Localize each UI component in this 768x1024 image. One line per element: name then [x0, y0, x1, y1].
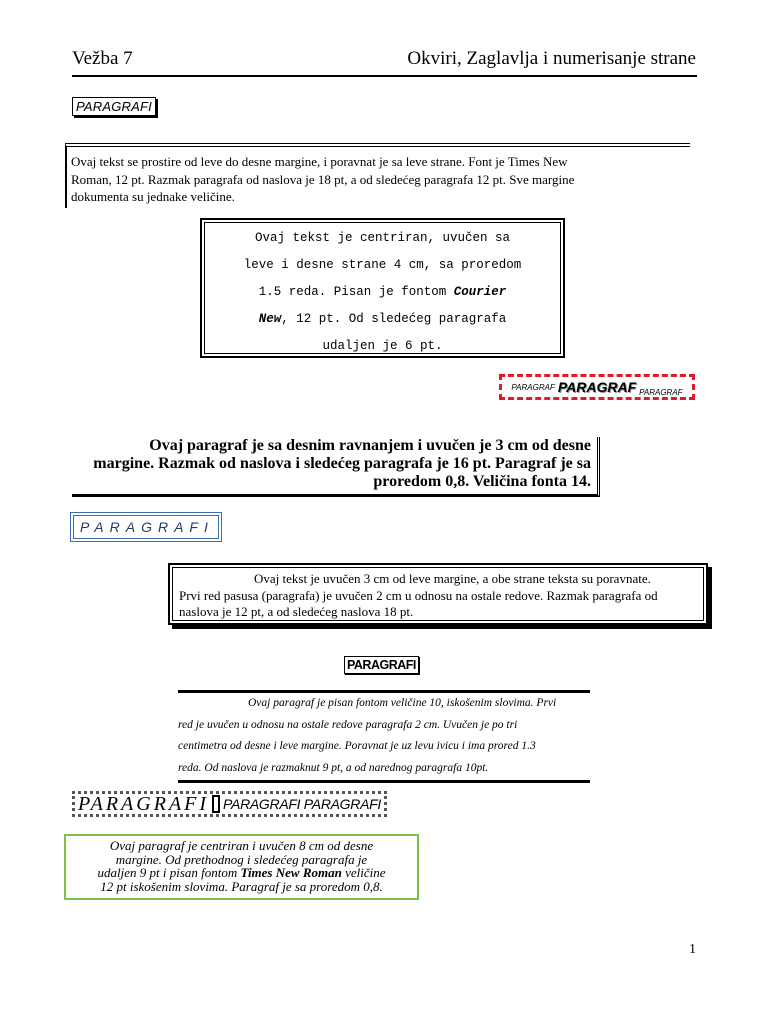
section2-courier-box [200, 218, 565, 358]
section6-paragraph [64, 834, 419, 900]
paragraph-line: centimetra od desne i leve margine. Poravnat je uz levu ivicu i ima prored 1.3 [178, 740, 536, 752]
heading-small-text: PARAGRAFI PARAGRAFI [223, 796, 381, 812]
paragraph-line [66, 866, 417, 880]
section4-box [168, 563, 708, 625]
heading-small-text: PARAGRAF [511, 382, 555, 392]
font-name-new: New [258, 312, 282, 326]
paragraph-line: Prvi red pasusa (paragrafa) je uvučen 2 cm u odnosu na ostale redove. Razmak paragrafa od [179, 587, 658, 603]
section1-paragraph [65, 143, 690, 208]
paragraph-line: Ovaj paragraf je pisan fontom veličine 10, iskošenim slovima. Prvi [248, 697, 557, 709]
section6-heading [72, 791, 387, 817]
section5-heading: PARAGRAFI [344, 656, 419, 674]
font-name-courier: Courier [453, 285, 507, 299]
paragraph-line: proredom 0,8. Veličina fonta 14. [373, 473, 591, 490]
paragraph-line [205, 279, 560, 306]
paragraph-line: leve i desne strane 4 cm, sa proredom [243, 258, 522, 272]
paragraph-line: Roman, 12 pt. Razmak paragrafa od naslova je 18 pt, a od sledećeg paragrafa 12 pt. Sve margine [71, 171, 575, 187]
heading-separator [212, 795, 220, 813]
paragraph-line: Ovaj tekst je centriran, uvučen sa [254, 231, 511, 245]
paragraph-line: Ovaj paragraf je sa desnim ravnanjem i uvučen je 3 cm od desne [149, 437, 591, 454]
section3-heading [499, 374, 695, 400]
section1-heading: PARAGRAFI [72, 97, 156, 116]
text-run: , 12 pt. Od sledećeg paragrafa [281, 312, 507, 326]
text-run: udaljen 9 pt i pisan fontom [97, 865, 241, 880]
font-name-times: Times New Roman [240, 865, 342, 880]
paragraph-line: red je uvučen u odnosu na ostale redove paragrafa 2 cm. Uvučen je po tri [178, 718, 518, 731]
paragraph-line: dokumenta su jednake veličine. [71, 189, 235, 204]
section5-paragraph [178, 690, 590, 783]
heading-main-text: PARAGRAF [557, 379, 637, 395]
paragraph-line: naslova je 12 pt, a od sledećeg naslova 18 pt. [179, 604, 414, 619]
section4-paragraph [172, 567, 704, 621]
paragraph-line: 12 pt iskošenim slovima. Paragraf je sa proredom 0,8. [100, 878, 383, 894]
paragraph-line: Ovaj tekst se prostire od leve do desne margine, i poravnat je sa leve strane. Font je Times New [71, 154, 568, 169]
page-number: 1 [689, 942, 696, 957]
paragraph-line: reda. Od naslova je razmaknut 9 pt, a od narednog paragrafa 10pt. [178, 761, 489, 774]
text-run: veličine [341, 865, 386, 880]
header-title: Okviri, Zaglavlja i numerisanje strane [407, 48, 696, 69]
paragraph-line: Ovaj tekst je uvučen 3 cm od leve margine, a obe strane teksta su poravnate. [254, 571, 651, 586]
heading-big-text: PARAGRAFI [78, 792, 210, 815]
header-exercise-label: Vežba 7 [72, 48, 133, 69]
section2-paragraph [204, 222, 561, 354]
paragraph-line: margine. Od prethodnog i sledećeg paragrafa je [115, 851, 368, 867]
header-rule [72, 75, 697, 77]
paragraph-line: margine. Razmak od naslova i sledećeg paragrafa je 16 pt. Paragraf je sa [93, 455, 591, 472]
text-run: 1.5 reda. Pisan je fontom [258, 285, 454, 299]
paragraph-line: Ovaj paragraf je centriran i uvučen 8 cm od desne [109, 838, 374, 853]
section4-heading: PARAGRAFI [73, 515, 219, 539]
heading-subscript-text: PARAGRAF [639, 387, 683, 397]
section3-paragraph [72, 437, 600, 497]
paragraph-line: udaljen je 6 pt. [322, 339, 443, 353]
paragraph-line [205, 306, 560, 333]
